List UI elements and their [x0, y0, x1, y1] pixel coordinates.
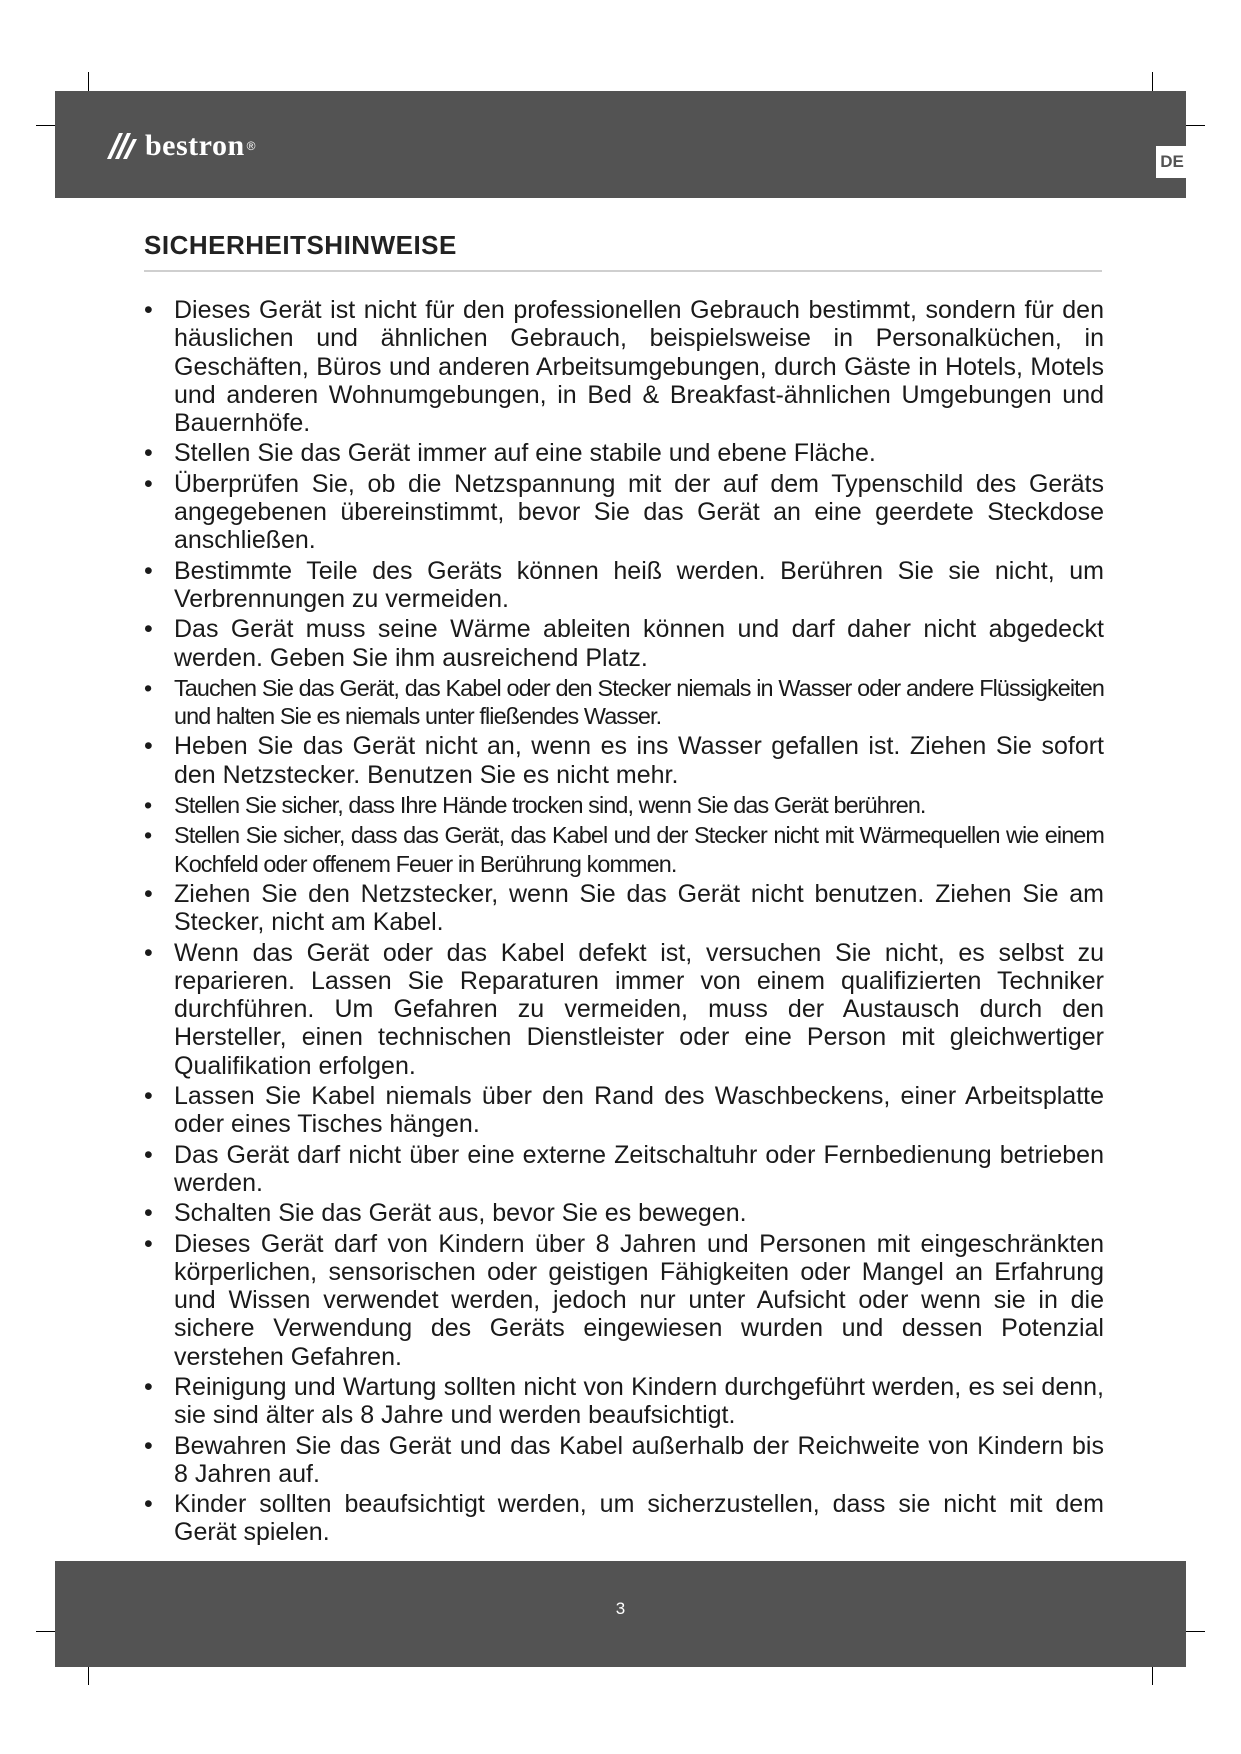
- list-item: • Überprüfen Sie, ob die Netzspannung mit der auf dem Typenschild des Geräts angegebenen übereinstimmt, bevor Sie das Gerät an eine geerdete Steckdose anschließen.: [144, 470, 1104, 555]
- section-title: SICHERHEITSHINWEISE: [144, 230, 457, 260]
- list-item: • Das Gerät darf nicht über eine externe Zeitschaltuhr oder Fernbedienung betrieben werden.: [144, 1141, 1104, 1198]
- list-item: • Ziehen Sie den Netzstecker, wenn Sie das Gerät nicht benutzen. Ziehen Sie am Stecker, nicht am Kabel.: [144, 880, 1104, 937]
- list-item: • Kinder sollten beaufsichtigt werden, um sicherzustellen, dass sie nicht mit dem Gerät spielen.: [144, 1490, 1104, 1547]
- footer-bar: [55, 1561, 1186, 1667]
- list-item: • Dieses Gerät darf von Kindern über 8 Jahren und Personen mit eingeschränkten körperlichen, sensorischen oder geistigen Fähigkeiten oder Mangel an Erfahrung und Wissen verwendet werden, jedoch nur unter Aufsicht oder wenn sie in die sichere Verwendung des Geräts eingewiesen wurden und dessen Potenzial verstehen Gefahren.: [144, 1230, 1104, 1371]
- double-chevron-icon: [105, 129, 139, 163]
- safety-section: [144, 230, 1104, 1549]
- list-item: • Schalten Sie das Gerät aus, bevor Sie es bewegen.: [144, 1199, 1104, 1227]
- list-item: • Stellen Sie sicher, dass das Gerät, das Kabel und der Stecker nicht mit Wärmequellen wie einem Kochfeld oder offenem Feuer in Berührung kommen.: [144, 821, 1104, 878]
- safety-list: [144, 296, 1104, 1547]
- list-item: • Bestimmte Teile des Geräts können heiß werden. Berühren Sie sie nicht, um Verbrennungen zu vermeiden.: [144, 557, 1104, 614]
- list-item: • Wenn das Gerät oder das Kabel defekt ist, versuchen Sie nicht, es selbst zu reparieren. Lassen Sie Reparaturen immer von einem qualifizierten Techniker durchführen. Um Gefahren zu vermeiden, muss der Austausch durch den Hersteller, einen technischen Dienstleister oder eine Person mit gleichwertiger Qualifikation erfolgen.: [144, 939, 1104, 1080]
- list-item: • Das Gerät muss seine Wärme ableiten können und darf daher nicht abgedeckt werden. Geben Sie ihm ausreichend Platz.: [144, 615, 1104, 672]
- list-item: • Stellen Sie sicher, dass Ihre Hände trocken sind, wenn Sie das Gerät berühren.: [144, 791, 1104, 819]
- list-item: • Lassen Sie Kabel niemals über den Rand des Waschbeckens, einer Arbeitsplatte oder eines Tisches hängen.: [144, 1082, 1104, 1139]
- list-item: • Tauchen Sie das Gerät, das Kabel oder den Stecker niemals in Wasser oder andere Flüssigkeiten und halten Sie es niemals unter fließendes Wasser.: [144, 674, 1104, 731]
- list-item: • Heben Sie das Gerät nicht an, wenn es ins Wasser gefallen ist. Ziehen Sie sofort den Netzstecker. Benutzen Sie es nicht mehr.: [144, 732, 1104, 789]
- title-divider: [144, 270, 1102, 272]
- brand-name: bestron: [145, 129, 245, 162]
- page-number: 3: [615, 1599, 626, 1618]
- registered-mark: ®: [246, 139, 256, 153]
- language-badge: DE: [1156, 146, 1188, 178]
- list-item: • Bewahren Sie das Gerät und das Kabel außerhalb der Reichweite von Kindern bis 8 Jahren auf.: [144, 1432, 1104, 1489]
- header-bar: [55, 91, 1186, 198]
- list-item: • Reinigung und Wartung sollten nicht von Kindern durchgeführt werden, es sei denn, sie sind älter als 8 Jahre und werden beaufsichtigt.: [144, 1373, 1104, 1430]
- list-item: • Stellen Sie das Gerät immer auf eine stabile und ebene Fläche.: [144, 439, 1104, 467]
- list-item: • Dieses Gerät ist nicht für den professionellen Gebrauch bestimmt, sondern für den häuslichen und ähnlichen Gebrauch, beispielsweise in Personalküchen, in Geschäften, Büros und anderen Arbeitsumgebungen, durch Gäste in Hotels, Motels und anderen Wohnumgebungen, in Bed & Breakfast-ähnlichen Umgebungen und Bauernhöfe.: [144, 296, 1104, 437]
- brand-logo: [105, 128, 255, 164]
